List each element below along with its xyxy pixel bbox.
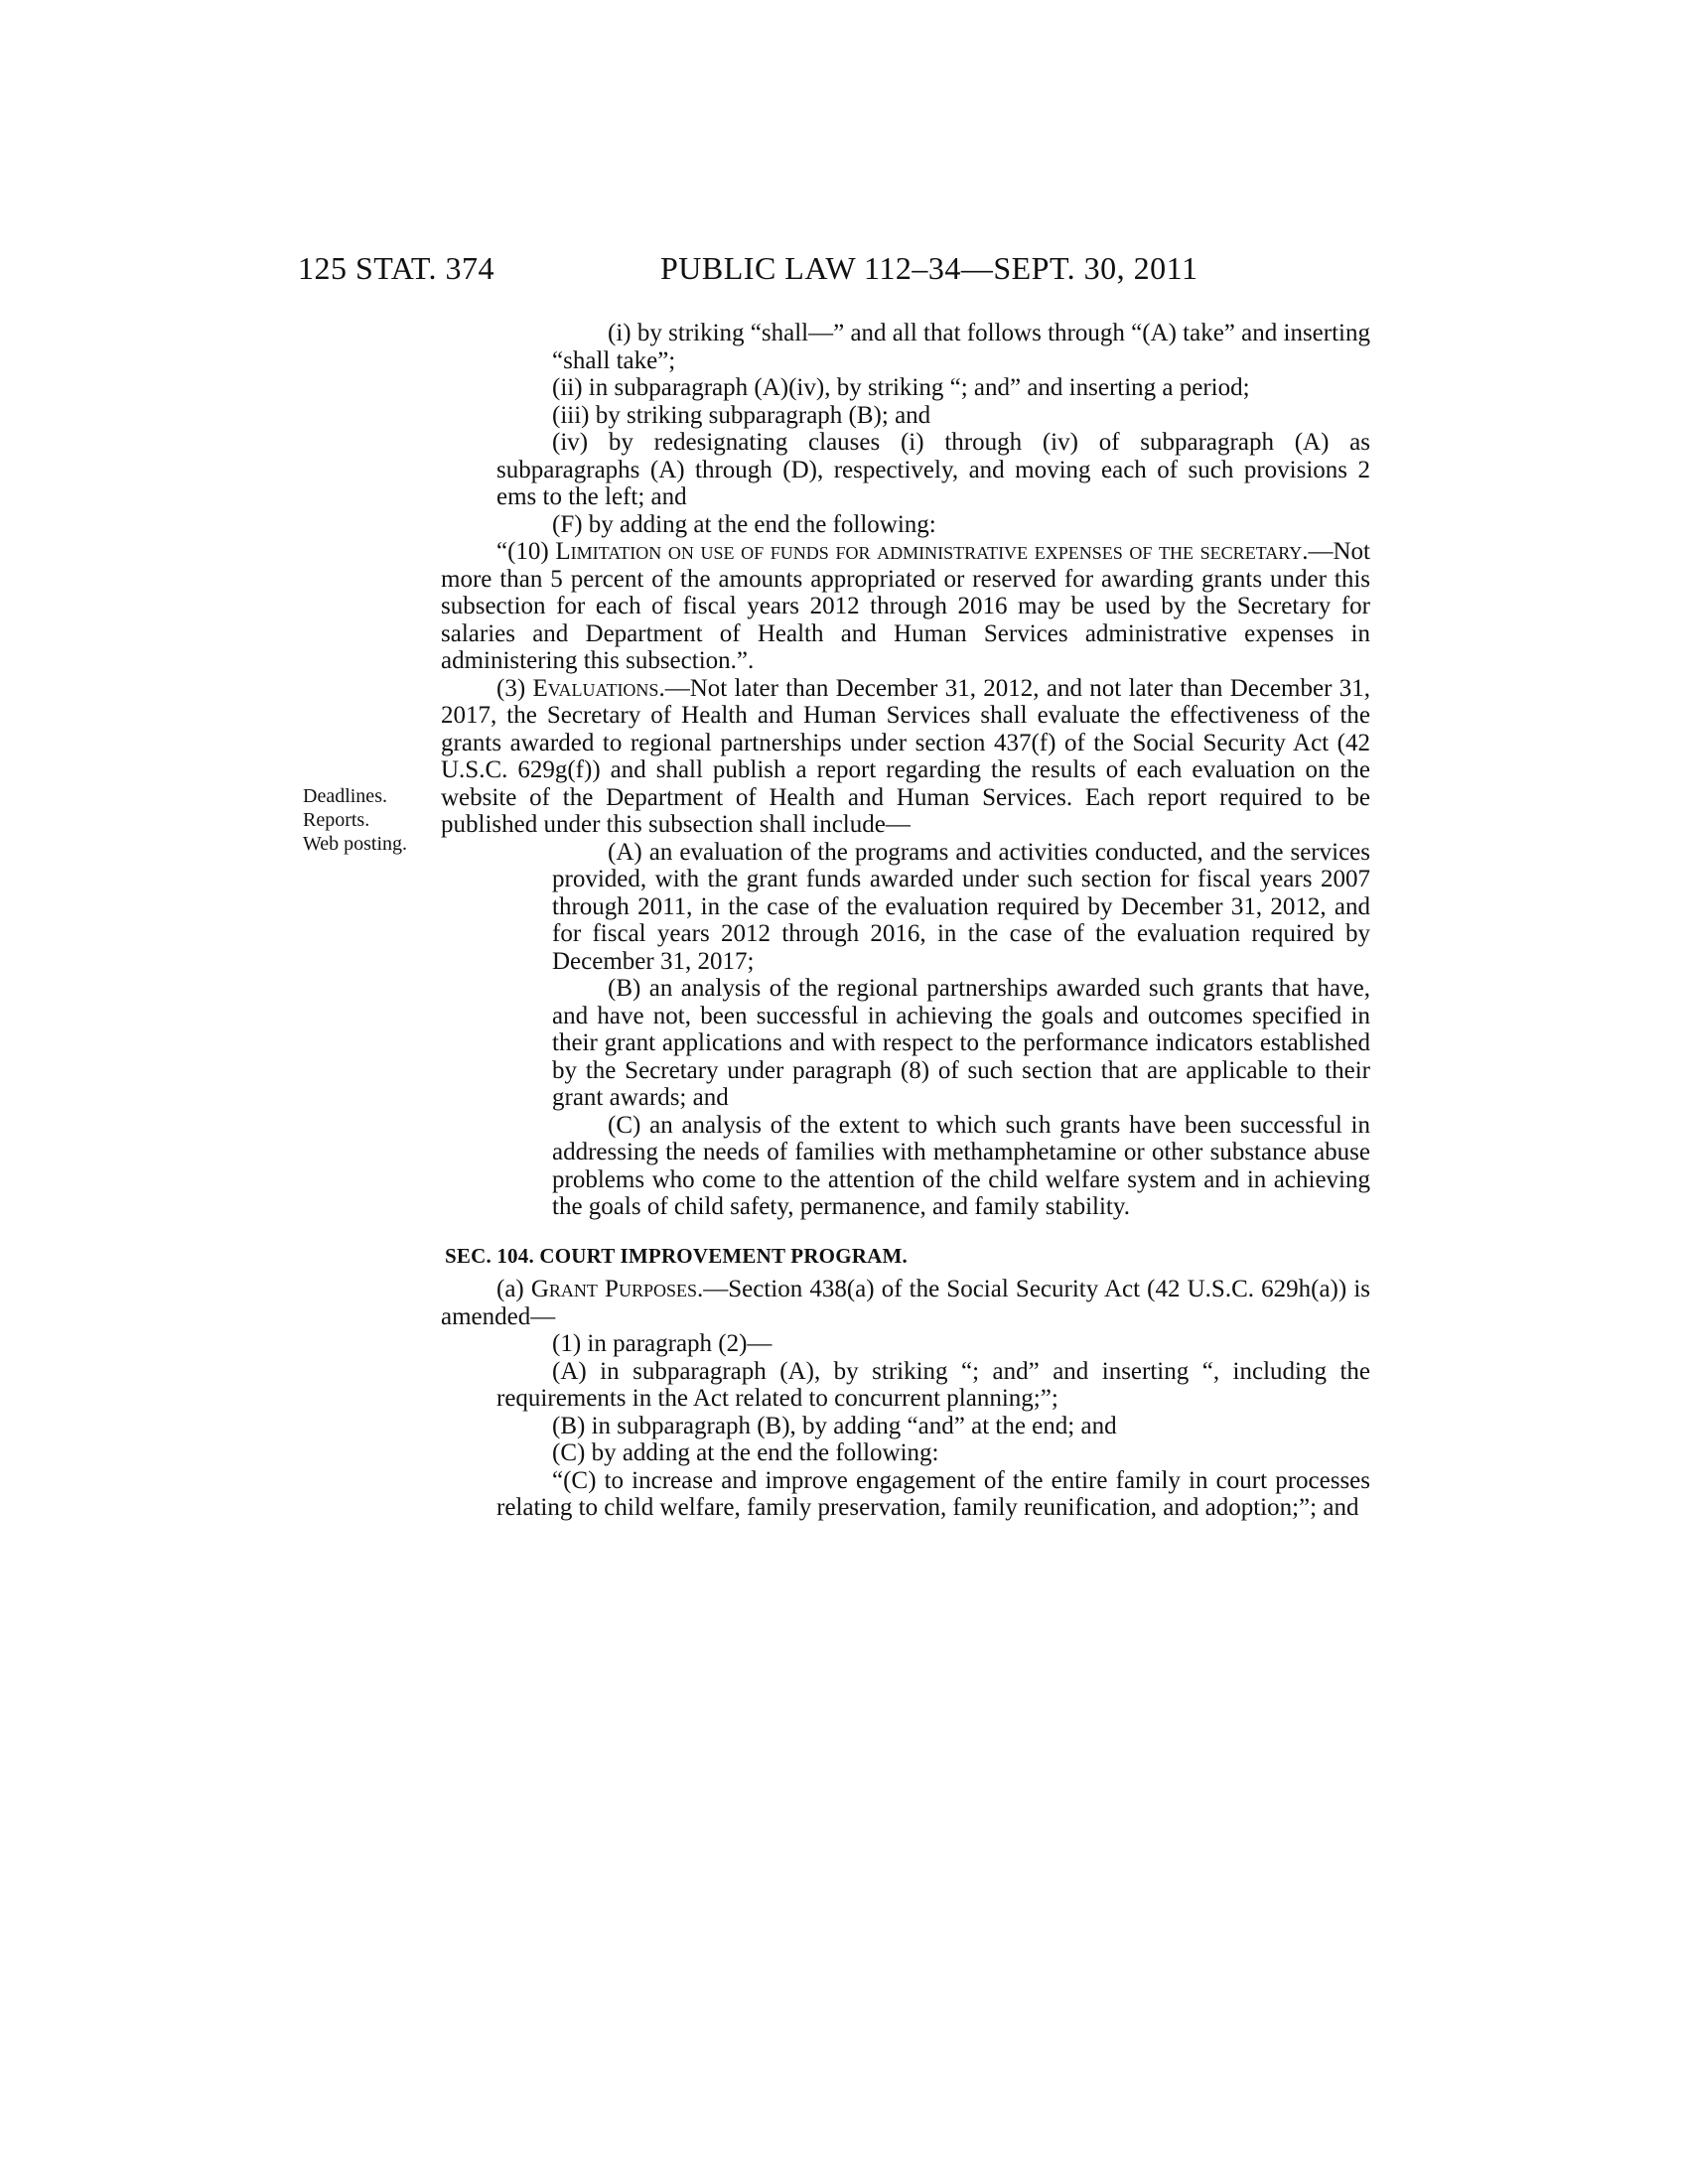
- amend-subparagraph-b: [496, 1413, 1370, 1440]
- margin-note-web-posting: Web posting.: [303, 833, 408, 855]
- margin-note-reports: Reports.: [303, 809, 370, 831]
- subsection-a-text: —Section 438(a) of the Social Security Act (42 U.S.C. 629h(a)) is amended—: [441, 1276, 1370, 1330]
- subsection-a-number: (a): [496, 1276, 531, 1302]
- amend-subparagraph-b-text: (B) in subparagraph (B), by adding “and” at the end; and: [552, 1412, 1117, 1439]
- amend-subparagraph-c-text: (C) by adding at the end the following:: [552, 1439, 939, 1466]
- subsection-a: [441, 1276, 1370, 1330]
- subparagraph-c: [441, 1112, 1370, 1221]
- amend-subparagraph-c: [496, 1439, 1370, 1467]
- paragraph-3-text: —Not later than December 31, 2012, and not later than December 31, 2017, the Secretary of Health and Human Services shall evaluate the effectiveness of the grants awarded to regional partnerships under section 437(f) of the Social Security Act (42 U.S.C. 629g(f)) and shall publish a report regarding the results of each evaluation on the website of the Department of Health and Human Services. Each report required to be published under this subsection shall include—: [441, 674, 1370, 838]
- subparagraph-f: (F) by adding at the end the following:: [552, 510, 936, 538]
- subparagraph-a: [441, 839, 1370, 976]
- statute-text: [441, 320, 1370, 1522]
- subparagraph-a-text: (A) an evaluation of the programs and activities conducted, and the services provided, with the grant funds awarded under such section for fiscal years 2007 through 2011, in the case of the evaluation required by December 31, 2012, and for fiscal years 2012 through 2016, in the case of the evaluation required by December 31, 2017;: [552, 838, 1370, 975]
- clause-iv: (iv) by redesignating clauses (i) through (iv) of subparagraph (A) as subparagraphs (A) through (D), respectively, and moving each of such provisions 2 ems to the left; and: [496, 429, 1370, 510]
- paragraph-10-number: “(10): [496, 538, 556, 565]
- section-heading: SEC. 104. COURT IMPROVEMENT PROGRAM.: [445, 1243, 908, 1268]
- paragraph-10-heading: Limitation on use of funds for administrative expenses of the secretary.: [555, 538, 1309, 565]
- margin-notes: [303, 784, 407, 856]
- subsection-a-heading: Grant Purposes.: [530, 1276, 704, 1302]
- inserted-subparagraph-c-text: “(C) to increase and improve engagement of the entire family in court processes relating to child welfare, family preservation, family reunification, and adoption;”; and: [496, 1466, 1370, 1521]
- clause-iii: (iii) by striking subparagraph (B); and: [552, 401, 931, 429]
- running-header: PUBLIC LAW 112–34—SEPT. 30, 2011: [660, 250, 1198, 286]
- inserted-subparagraph-c: [496, 1467, 1370, 1522]
- paragraph-3-heading: Evaluations.: [532, 674, 665, 702]
- paragraph-3: [441, 675, 1370, 839]
- subparagraph-b-text: (B) an analysis of the regional partnerships awarded such grants that have, and have not, been successful in achieving the goals and outcomes specified in their grant applications and with respect to the performance indicators established by the Secretary under paragraph (8) of such section that are applicable to their grant awards; and: [552, 975, 1370, 1111]
- amend-subparagraph-a-text: (A) in subparagraph (A), by striking “; and” and inserting “, including the requirements in the Act related to concurrent planning;”;: [496, 1357, 1370, 1412]
- paragraph-1: (1) in paragraph (2)—: [552, 1330, 773, 1357]
- paragraph-10-text: —Not more than 5 percent of the amounts appropriated or reserved for awarding grants under this subsection for each of fiscal years 2012 through 2016 may be used by the Secretary for salaries and Department of Health and Human Services administrative expenses in administering this subsection.”.: [441, 538, 1370, 674]
- paragraph-3-number: (3): [496, 674, 533, 702]
- clause-i: (i) by striking “shall—” and all that follows through “(A) take” and inserting “shall take”;: [552, 320, 1370, 374]
- stat-page-number: 125 STAT. 374: [298, 250, 495, 286]
- subparagraph-b: [441, 975, 1370, 1112]
- clause-ii: (ii) in subparagraph (A)(iv), by striking “; and” and inserting a period;: [552, 374, 1250, 401]
- margin-note-deadlines: Deadlines.: [303, 785, 387, 807]
- paragraph-10: [441, 538, 1370, 675]
- subparagraph-c-text: (C) an analysis of the extent to which such grants have been successful in addressing the needs of families with methamphetamine or other substance abuse problems who come to the attention of the child welfare system and in achieving the goals of child safety, permanence, and family stability.: [552, 1111, 1370, 1220]
- amend-subparagraph-a: [441, 1358, 1370, 1413]
